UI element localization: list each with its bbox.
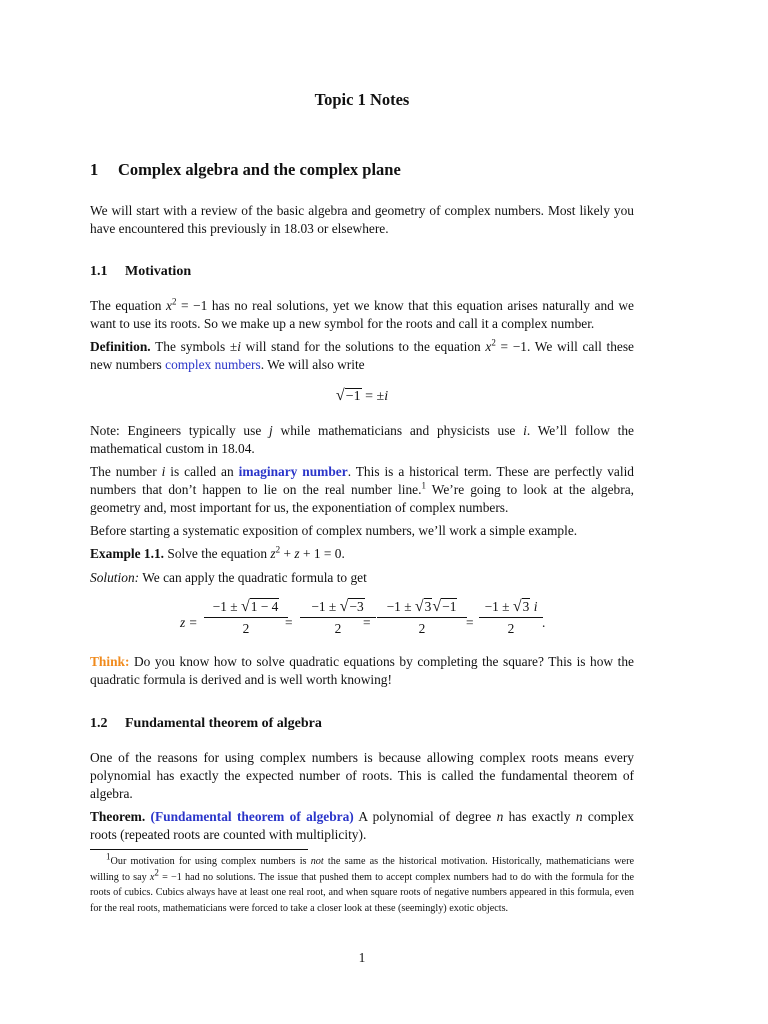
text-run: We can apply the quadratic formula to get [139, 570, 367, 585]
fta-intro-paragraph: One of the reasons for using complex numbers is because allowing complex roots means every polynomial has exactly the expected number of roots. This is called the fundamental theorem of algebra. [90, 750, 634, 801]
motivation-paragraph [90, 297, 634, 333]
fraction-1: $\frac{-1 \pm √1 - 4}{2}$ [204, 598, 288, 638]
text-run: complex roots (repeated roots are counted with multiplicity). [90, 809, 634, 842]
math-var: z [294, 546, 300, 561]
sqrt-expression: √−1 [335, 387, 361, 404]
text-run: = ± [361, 389, 385, 404]
imaginary-paragraph [90, 463, 634, 517]
denominator: 2 [334, 621, 342, 636]
math-var: x [149, 871, 155, 883]
sqrt-radicand: −1 [442, 599, 457, 614]
page-number: 1 [358, 950, 366, 965]
before-paragraph: Before starting a systematic exposition of complex numbers, we’ll work a simple example. [90, 523, 578, 538]
theorem-paragraph [90, 808, 634, 844]
math-var: x [485, 339, 492, 354]
math-var: i [384, 389, 389, 404]
math-sup: 2 [491, 337, 496, 348]
subsection-title: Motivation [125, 264, 192, 279]
subsection-title: Fundamental theorem of algebra [125, 716, 322, 731]
text-run: will stand for the solutions to the equation [240, 339, 486, 354]
example-paragraph [90, 545, 634, 563]
text-run: Solve the equation [164, 546, 271, 561]
equals-sign: = [363, 615, 371, 630]
text-run: . We will also write [260, 357, 365, 372]
footnote-rule [90, 849, 308, 850]
math-var: n [575, 809, 583, 824]
math-var: i [530, 599, 538, 614]
footnote [90, 851, 634, 916]
math-sup: 2 [171, 296, 177, 307]
text-run: while mathematicians and physicists use [272, 423, 524, 438]
text-run: = −1. We will call these new numbers [90, 339, 634, 372]
section-number: 1 [90, 160, 99, 179]
complex-numbers-link[interactable]: complex numbers [165, 357, 261, 372]
math-sup: 2 [154, 867, 159, 878]
quadratic-formula-equation [90, 598, 634, 644]
footnote-mark: 1 [106, 851, 111, 862]
solution-paragraph [90, 569, 634, 587]
emphasis: not [310, 856, 324, 867]
sqrt-equation [90, 387, 634, 406]
text-run: = −1 had no solutions. The issue that pushed them to accept complex numbers had to do with the formula for the roots of cubics. Cubics always have at least one real root, and when square roots of negative numbers appeared in this formula, even for the real roots, mathematicians were forced to take a closer look at these (seemingly) exotic objects. [90, 871, 634, 914]
example-label: Example 1.1. [90, 546, 165, 561]
definition-label: Definition. [90, 339, 151, 354]
denominator: 2 [507, 621, 515, 636]
math-var: z [270, 546, 276, 561]
fraction-3: $\frac{-1 \pm √3√-1}{2}$ [377, 598, 467, 638]
fraction-4: $\frac{-1 \pm √3 i}{2}$ [479, 598, 543, 638]
text-run: The number [90, 464, 162, 479]
equals-sign: = [285, 615, 293, 630]
text-run: . We’ll follow the mathematical custom in 18.04. [90, 423, 634, 456]
math-var: n [496, 809, 504, 824]
document-title: Topic 1 Notes [314, 90, 410, 109]
think-label: Think: [90, 654, 130, 669]
text-run: The symbols ± [150, 339, 238, 354]
imaginary-number-term: imaginary number [238, 464, 348, 479]
theorem-name: (Fundamental theorem of algebra) [145, 809, 354, 824]
text-run: . This is a historical term. These are perfectly valid numbers that don’t happen to lie on the real number line. [90, 464, 635, 497]
note-paragraph [90, 422, 634, 458]
sqrt-radicand: 3 [522, 599, 530, 614]
equals-sign: = [466, 615, 474, 630]
text-run: has exactly [503, 809, 576, 824]
math-var: x [165, 298, 172, 313]
subsection-number: 1.2 [90, 716, 108, 731]
denominator: 2 [242, 621, 250, 636]
math-var: i [237, 339, 241, 354]
think-paragraph [90, 653, 634, 689]
text-run: The equation [90, 298, 166, 313]
sqrt-radicand: −1 [345, 389, 361, 404]
math-var: i [523, 423, 527, 438]
text-run: = −1 has no real solutions, yet we know that this equation arises naturally and we want to use its roots. So we make up a new symbol for the roots and call it a complex number. [90, 298, 634, 331]
definition-paragraph [90, 338, 634, 374]
text-run: + 1 = 0. [299, 546, 345, 561]
text-run: Note: Engineers typically use [90, 423, 270, 438]
sqrt-radicand: −3 [349, 599, 364, 614]
section-title: Complex algebra and the complex plane [118, 160, 401, 179]
subsection-heading-fta [90, 715, 322, 733]
sqrt-radicand: 1 − 4 [250, 599, 279, 614]
text-run: Do you know how to solve quadratic equations by completing the square? This is how the quadratic formula is derived and is well worth knowing! [90, 654, 634, 687]
subsection-number: 1.1 [90, 264, 108, 279]
text-run: −1 ± [311, 599, 340, 614]
math-var: j [269, 423, 273, 438]
solution-label: Solution: [90, 570, 140, 585]
equation-lhs: z = [180, 615, 198, 630]
text-run: is called an [165, 464, 239, 479]
math-sup: 2 [275, 544, 281, 555]
text-run: −1 ± [484, 599, 513, 614]
fraction-2: $\frac{-1 \pm √-3}{2}$ [300, 598, 376, 638]
subsection-heading-motivation [90, 263, 191, 281]
equation-period: . [542, 615, 546, 630]
text-run: the same as the historical motivation. Historically, mathematicians were willing to say [90, 856, 634, 883]
text-run: + [280, 546, 295, 561]
denominator: 2 [418, 621, 426, 636]
text-run: −1 ± [386, 599, 415, 614]
sqrt-radicand: 3 [424, 599, 432, 614]
intro-paragraph: We will start with a review of the basic algebra and geometry of complex numbers. Most likely you have encountered this previously in 18.03 or elsewhere. [90, 203, 634, 236]
theorem-label: Theorem. [90, 809, 146, 824]
text-run: We’re going to look at the algebra, geometry and, most important for us, the exponentiation of complex numbers. [90, 482, 635, 515]
footnote-marker[interactable]: 1 [421, 480, 426, 491]
text-run: Our motivation for using complex numbers is [110, 856, 311, 867]
section-heading [90, 161, 401, 179]
text-run: −1 ± [212, 599, 241, 614]
math-var: i [161, 464, 166, 479]
text-run: A polynomial of degree [353, 809, 497, 824]
